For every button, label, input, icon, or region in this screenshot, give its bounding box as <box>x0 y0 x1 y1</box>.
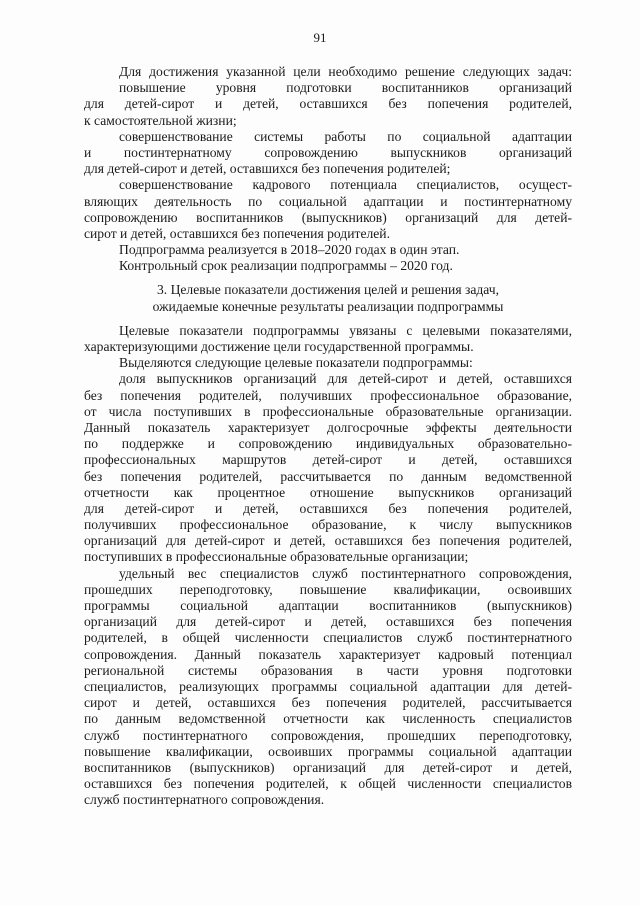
text-line: сопровождения. Данный показатель характеризует кадровый потенциал <box>84 646 572 662</box>
document-body <box>84 64 572 808</box>
text-line: повышение уровня подготовки воспитанников организаций <box>119 80 572 96</box>
spacer <box>84 315 572 323</box>
text-line: совершенствование системы работы по социальной адаптации <box>119 128 572 144</box>
text-line: воспитанников (выпускников) организаций для детей-сирот и детей, <box>84 759 572 775</box>
text-line: по поддержке и сопровождению индивидуальных образовательно- <box>84 436 572 452</box>
text-line: для детей-сирот и детей, оставшихся без попечения родителей, <box>84 96 572 112</box>
tasks-paragraph-group <box>84 64 572 274</box>
text-line: родителей, в общей численности специалистов служб постинтернатного <box>84 630 572 646</box>
text-line: оставшихся без попечения родителей, к общей численности специалистов <box>84 776 572 792</box>
section-heading-line: ожидаемые конечные результаты реализации подпрограммы <box>152 298 504 314</box>
text-line: сирот и детей, оставшихся без попечения родителей. <box>84 225 390 241</box>
text-line: по данным ведомственной отчетности как численность специалистов <box>84 711 572 727</box>
text-line: поступивших в профессиональные образовательные организации; <box>84 549 469 565</box>
text-line: специалистов, реализующих программы социальной адаптации для детей- <box>84 678 572 694</box>
text-line: Выделяются следующие целевые показатели подпрограммы: <box>119 355 473 371</box>
text-line: отчетности как процентное отношение выпускников организаций <box>84 484 572 500</box>
text-line: организаций для детей-сирот и детей, оставшихся без попечения родителей, <box>84 533 572 549</box>
text-line: служб постинтернатного сопровождения. <box>84 792 325 808</box>
text-line: сирот и детей, оставшихся без попечения родителей, рассчитывается <box>84 695 572 711</box>
text-line: повышение квалификации, освоивших программы социальной адаптации <box>84 743 572 759</box>
spacer <box>84 274 572 282</box>
text-line: сопровождению воспитанников (выпускников) организаций для детей- <box>84 209 572 225</box>
text-line: и постинтернатному сопровождению выпускников организаций <box>84 144 572 160</box>
text-line: Подпрограмма реализуется в 2018–2020 годах в один этап. <box>119 242 460 258</box>
text-line: прошедших переподготовку, повышение квалификации, освоивших <box>84 581 572 597</box>
text-line: вляющих деятельность по социальной адаптации и постинтернатному <box>84 193 572 209</box>
text-line: без попечения родителей, рассчитывается по данным ведомственной <box>84 468 572 484</box>
text-line: Целевые показатели подпрограммы увязаны с целевыми показателями, <box>119 322 572 338</box>
text-line: к самостоятельной жизни; <box>84 112 237 128</box>
indicators-paragraph-group <box>84 323 572 809</box>
text-line: Для достижения указанной цели необходимо решение следующих задач: <box>119 64 572 79</box>
section-heading-line: 3. Целевые показатели достижения целей и решения задач, <box>156 282 500 298</box>
text-line: организаций для детей-сирот и детей, оставшихся без попечения <box>84 614 572 630</box>
text-line: для детей-сирот и детей, оставшихся без попечения родителей; <box>84 161 451 177</box>
text-line: получивших профессиональное образование, к числу выпускников <box>84 517 572 533</box>
page-number: 91 <box>313 30 327 45</box>
section-heading <box>84 282 572 314</box>
text-line: для детей-сирот и детей, оставшихся без попечения родителей, <box>84 500 572 516</box>
text-line: совершенствование кадрового потенциала специалистов, осущест- <box>119 177 572 193</box>
text-line: Данный показатель характеризует долгосрочные эффекты деятельности <box>84 419 572 435</box>
text-line: Контрольный срок реализации подпрограммы – 2020 год. <box>119 258 453 274</box>
text-line: профессиональных маршрутов детей-сирот и детей, оставшихся <box>84 452 572 468</box>
text-line: без попечения родителей, получивших профессиональное образование, <box>84 387 572 403</box>
text-line: служб постинтернатного сопровождения, прошедших переподготовку, <box>84 727 572 743</box>
text-line: региональной системы образования в части уровня подготовки <box>84 662 572 678</box>
text-line: программы социальной адаптации воспитанников (выпускников) <box>84 598 572 613</box>
text-line: характеризующими достижение цели государственной программы. <box>84 339 474 354</box>
text-line: доля выпускников организаций для детей-сирот и детей, оставшихся <box>119 371 572 387</box>
text-line: удельный вес специалистов служб постинтернатного сопровождения, <box>119 565 572 581</box>
text-line: от числа поступивших в профессиональные образовательные организации. <box>84 403 572 419</box>
